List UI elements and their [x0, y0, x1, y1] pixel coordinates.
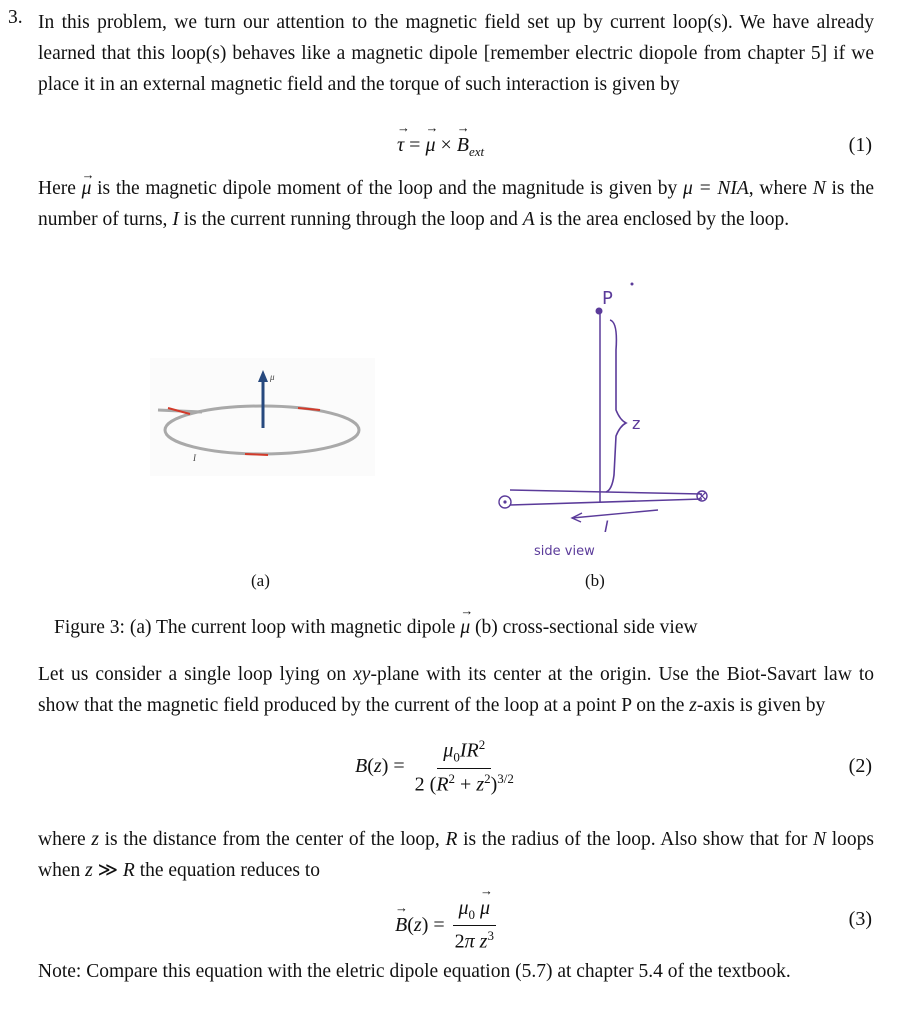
equation-3-number: (3) [848, 908, 872, 930]
dipole-mu-label: μ [270, 372, 275, 382]
after-eq2-paragraph: where z is the distance from the center of the loop, R is the radius of the loop. Also show that for N loops when z ≫ R the equation reduces to [38, 829, 874, 881]
side-view-label: side view [534, 544, 595, 559]
equation-1: → τ = → μ × → $B_{ext}$ [397, 134, 484, 160]
problem-number: 3. [8, 7, 23, 28]
mu-equals-nia: μ = NIA [682, 178, 749, 199]
figure-a-loop [150, 358, 375, 476]
figure-caption: Figure 3: (a) The current loop with magnetic dipole → μ (b) cross-sectional side view [54, 617, 698, 639]
figure-b-sideview [490, 280, 715, 565]
equation-2: B(z) = $\frac{\mu_0IR^2}{2 (R^2 + z^2)^{3/2}}$ [355, 737, 514, 796]
figure-a-label: (a) [251, 571, 270, 590]
point-p-dot [596, 308, 603, 315]
equation-3: → B(z) = $\frac{\mu_0 \to \mu}{2\pi z^3}$ [395, 897, 504, 954]
current-i-label-b: I [604, 517, 609, 536]
current-i-label: I [193, 453, 196, 463]
equation-2-number: (2) [848, 755, 872, 777]
current-arrow-red [245, 454, 268, 455]
dipole-paragraph: Here → μ is the magnetic dipole moment of the loop and the magnitude is given by μ = NIA, where N is the number of turns, I is the current running through the loop and A is the area enclosed by the loop. [38, 173, 874, 235]
intro-paragraph: In this problem, we turn our attention to the magnetic field set up by current loop(s). We have already learned that this loop(s) behaves like a magnetic dipole [remember electric diopole from chapter 5] if we place it in an external magnetic field and the torque of such interaction is given by [38, 12, 874, 95]
figure-b-label: (b) [585, 571, 605, 590]
point-p-label: P [602, 288, 613, 309]
equation-1-number: (1) [848, 134, 872, 156]
part2-paragraph: Let us consider a single loop lying on xy-plane with its center at the origin. Use the Biot-Savart law to show that the magnetic field produced by the current of the loop at a point P on the z-axis is given by [38, 664, 874, 716]
note-paragraph: Note: Compare this equation with the eletric dipole equation (5.7) at chapter 5.4 of the textbook. [38, 961, 791, 982]
z-label: z [632, 414, 641, 433]
